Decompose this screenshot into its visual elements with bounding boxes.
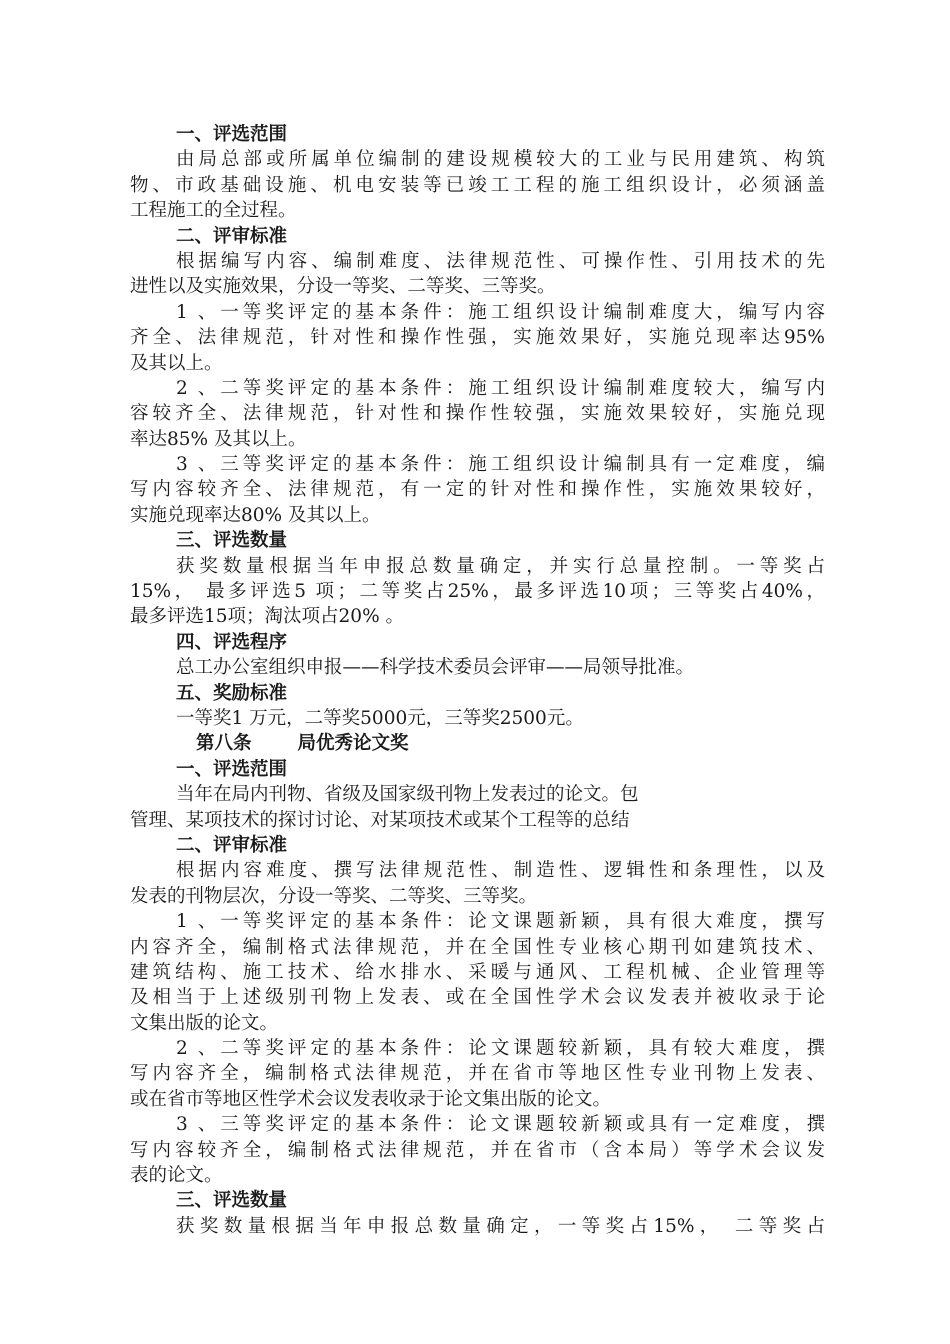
paragraph-line: 写内容较齐全，编制格式法律规范，并在省市（含本局）等学术会议发 (130, 1139, 825, 1161)
paragraph-line: 进性以及实施效果，分设一等奖、二等奖、三等奖。 (130, 276, 556, 298)
section-heading: 五、奖励标准 (176, 682, 288, 704)
paragraph-line: 或在省市等地区性学术会议发表收录于论文集出版的论文。 (130, 1088, 612, 1110)
paragraph-line: 发表的刊物层次，分设一等奖、二等奖、三等奖。 (130, 885, 538, 907)
article-label: 第八条 (196, 733, 252, 755)
paragraph-line: 根据内容难度、撰写法律规范性、制造性、逻辑性和条理性，以及 (176, 860, 825, 882)
section-heading: 二、评审标准 (176, 834, 288, 856)
section-heading: 四、评选程序 (176, 631, 288, 653)
paragraph-line: 建筑结构、施工技术、给水排水、采暖与通风、工程机械、企业管理等 (130, 961, 825, 983)
paragraph-line: 获奖数量根据当年申报总数量确定，并实行总量控制。一等奖占 (176, 555, 825, 577)
paragraph-line: 3 、三等奖评定的基本条件：施工组织设计编制具有一定难度，编 (176, 454, 825, 476)
paragraph-line: 根据编写内容、编制难度、法律规范性、可操作性、引用技术的先 (176, 250, 825, 272)
paragraph-line: 管理、某项技术的探讨讨论、对某项技术或某个工程等的总结 (130, 809, 630, 831)
paragraph-line: 15%， 最多评选5 项；二等奖占25%，最多评选10项；三等奖占40%， (130, 581, 825, 603)
paragraph-line: 写内容齐全，编制格式法律规范，并在省市等地区性专业刊物上发表、 (130, 1063, 825, 1085)
paragraph-line: 1 、一等奖评定的基本条件：施工组织设计编制难度大，编写内容 (176, 301, 825, 323)
paragraph-line: 一等奖1 万元，二等奖5000元，三等奖2500元。 (176, 707, 584, 729)
section-heading: 三、评选数量 (176, 1190, 288, 1212)
paragraph-line: 工程施工的全过程。 (130, 200, 297, 222)
section-heading: 一、评选范围 (176, 124, 288, 145)
paragraph-line: 获奖数量根据当年申报总数量确定，一等奖占15%， 二等奖占 (176, 1215, 825, 1237)
paragraph-line: 当年在局内刊物、省级及国家级刊物上发表过的论文。包 (176, 784, 639, 806)
paragraph-line: 率达85% 及其以上。 (130, 428, 307, 450)
paragraph-line: 写内容较齐全、法律规范，有一定的针对性和操作性，实施效果较好， (130, 479, 825, 501)
paragraph-line: 总工办公室组织申报——科学技术委员会评审——局领导批准。 (176, 657, 695, 679)
paragraph-line: 2 、二等奖评定的基本条件：论文课题较新颖，具有较大难度，撰 (176, 1038, 825, 1060)
paragraph-line: 物、市政基础设施、机电安装等已竣工工程的施工组织设计，必须涵盖 (130, 174, 825, 196)
section-heading: 一、评选范围 (176, 758, 288, 780)
paragraph-line: 1 、一等奖评定的基本条件：论文课题新颖，具有很大难度，撰写 (176, 911, 825, 933)
paragraph-line: 由局总部或所属单位编制的建设规模较大的工业与民用建筑、构筑 (176, 149, 825, 171)
paragraph-line: 齐全、法律规范，针对性和操作性强，实施效果好，实施兑现率达95% (130, 327, 825, 349)
document-page (130, 122, 825, 1239)
paragraph-line: 3 、三等奖评定的基本条件：论文课题较新颖或具有一定难度，撰 (176, 1114, 825, 1136)
paragraph-line: 容较齐全、法律规范，针对性和操作性较强，实施效果较好，实施兑现 (130, 403, 825, 425)
paragraph-line: 表的论文。 (130, 1165, 223, 1187)
paragraph-line: 及相当于上述级别刊物上发表、或在全国性学术会议发表并被收录于论 (130, 987, 825, 1009)
section-heading: 三、评选数量 (176, 530, 288, 552)
paragraph-line: 2 、二等奖评定的基本条件：施工组织设计编制难度较大，编写内 (176, 377, 825, 399)
article-title: 局优秀论文奖 (297, 733, 409, 755)
paragraph-line: 文集出版的论文。 (130, 1012, 279, 1034)
article-heading (130, 731, 825, 756)
section-heading: 二、评审标准 (176, 225, 288, 247)
paragraph-line: 实施兑现率达80% 及其以上。 (130, 504, 381, 526)
paragraph-line: 最多评选15项；淘汰项占20% 。 (130, 606, 405, 628)
paragraph-line: 内容齐全，编制格式法律规范，并在全国性专业核心期刊如建筑技术、 (130, 936, 825, 958)
paragraph-line: 及其以上。 (130, 352, 223, 374)
